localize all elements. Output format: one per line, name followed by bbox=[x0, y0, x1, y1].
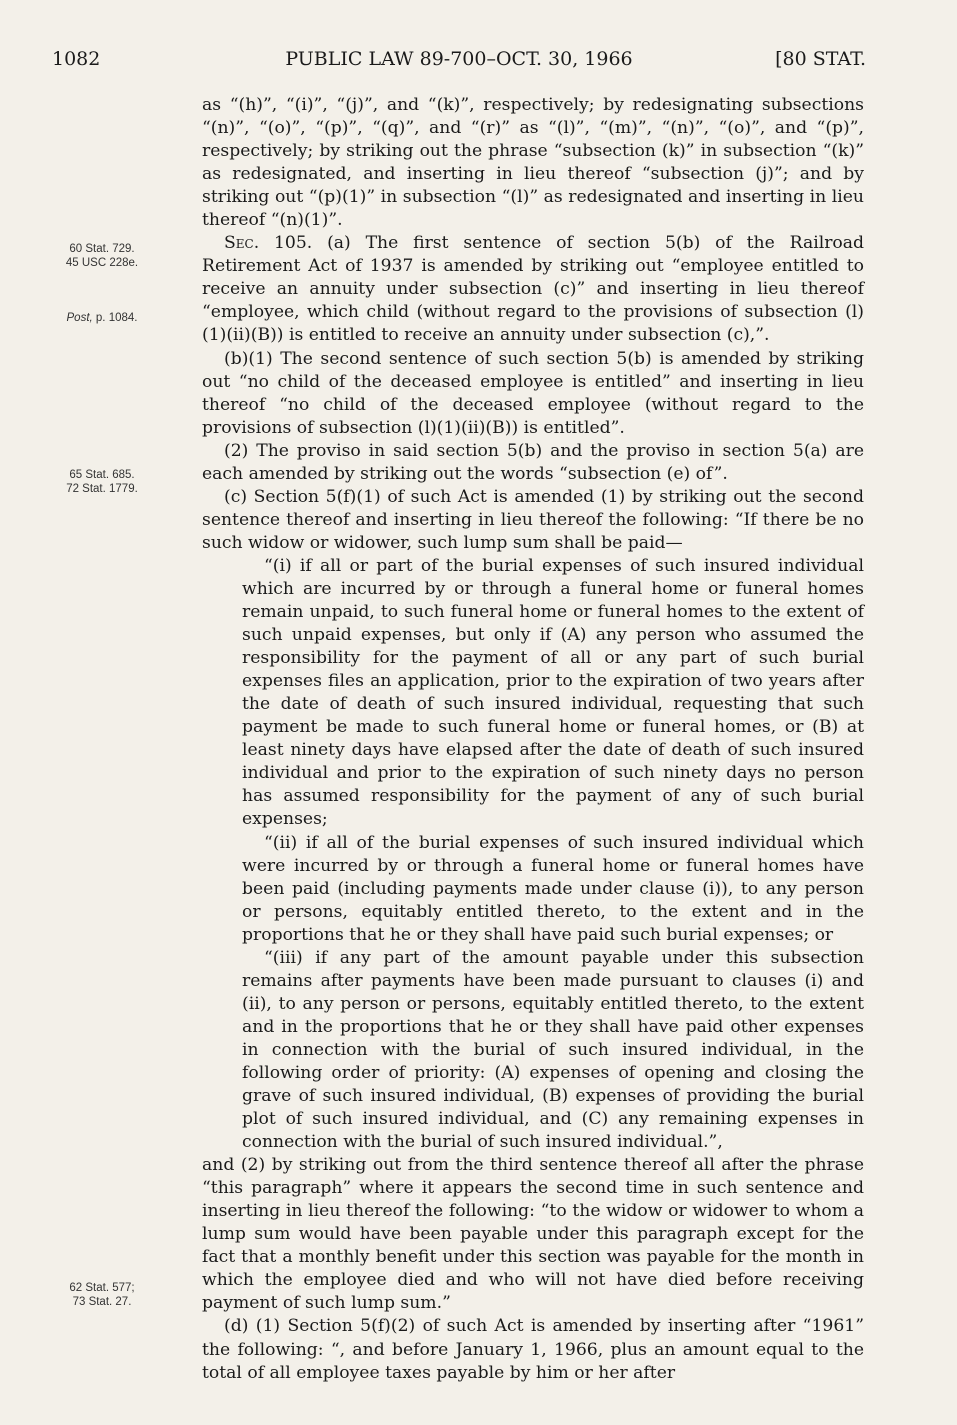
body-text bbox=[202, 94, 864, 1385]
margin-note-citation-3: 62 Stat. 577; 73 Stat. 27. bbox=[69, 1282, 135, 1308]
margin-note-citation-1: 60 Stat. 729. 45 USC 228e. bbox=[65, 243, 139, 269]
margin-note-post-reference: Post, p. 1084. bbox=[66, 312, 138, 324]
running-title: PUBLIC LAW 89-700–OCT. 30, 1966 bbox=[285, 48, 633, 70]
paragraph-continuation: as “(h)”, “(i)”, “(j)”, and “(k)”, respectively; by redesignating subsections “(n)”, “(o)”, “(p)”, “(q)”, and “(r)” as “(l)”, “(m)”, “(n)”, “(o)”, and “(p)”, respectively; by striking out the phrase “subsection (k)” in subsection “(k)” as redesignated, and inserting in lieu thereof “subsection (j)”; and by striking out “(p)(1)” in subsection “(l)” as redesignated and inserting in lieu thereof “(n)(1)”. bbox=[202, 95, 864, 231]
paragraph-d-1: (d) (1) Section 5(f)(2) of such Act is amended by inserting after “1961” the following: “, and before January 1, 1966, plus an amount equal to the total of all employee taxes payable by him or her after bbox=[202, 1316, 864, 1383]
clause-ii: “(ii) if all of the burial expenses of such insured individual which were incurred by or through a funeral home or funeral homes have been paid (including payments made under clause (i)), to any person or persons, equitably entitled thereto, to the extent and in the proportions that he or they shall have paid such burial expenses; or bbox=[242, 832, 864, 945]
page-header bbox=[52, 48, 866, 78]
paragraph-sec-105-a: Sec. 105. (a) The first sentence of section 5(b) of the Railroad Retirement Act of 1937 is amended by striking out “employee entitled to receive an annuity under subsection (c)” and inserting in lieu thereof “employee, which child (without regard to the provisions of subsection (l)(1)(ii)(B)) is entitled to receive an annuity under subsection (c),”. bbox=[202, 233, 865, 346]
clause-iii: “(iii) if any part of the amount payable under this subsection remains after payments have been made pursuant to clauses (i) and (ii), to any person or persons, equitably entitled thereto, to the extent and in the proportions that he or they shall have paid other expenses in connection with the burial of such insured individual, in the following order of priority: (A) expenses of opening and closing the grave of such insured individual, (B) expenses of providing the burial plot of such insured individual, and (C) any remaining expenses in connection with the burial of such insured individual.”, bbox=[242, 947, 864, 1153]
margin-note-citation-2: 65 Stat. 685. 72 Stat. 1779. bbox=[66, 469, 138, 495]
paragraph-c-2: and (2) by striking out from the third sentence thereof all after the phrase “this paragraph” where it appears the second time in such sentence and inserting in lieu thereof the following: “to the widow or widower to whom a lump sum would have been payable under this paragraph except for the fact that a monthly benefit under this section was payable for the month in which the employee died and who will not have died before receiving payment of such lump sum.” bbox=[202, 1155, 864, 1314]
paragraph-c: (c) Section 5(f)(1) of such Act is amended (1) by striking out the second sentence thereof and inserting in lieu thereof the following: “If there be no such widow or widower, such lump sum shall be paid— bbox=[202, 486, 864, 553]
section-label: Sec. 105. bbox=[224, 233, 313, 254]
paragraph-b-2: (2) The proviso in said section 5(b) and the proviso in section 5(a) are each amended by striking out the words “subsection (e) of”. bbox=[202, 440, 864, 484]
page-number: 1082 bbox=[52, 48, 101, 70]
volume-reference: [80 STAT. bbox=[775, 48, 866, 70]
clause-i: “(i) if all or part of the burial expenses of such insured individual which are incurred by or through a funeral home or funeral homes remain unpaid, to such funeral home or funeral homes to the extent of such unpaid expenses, but only if (A) any person who assumed the responsibility for the payment of all or any part of such burial expenses files an application, prior to the expiration of two years after the date of death of such insured individual, requesting that such payment be made to such funeral home or funeral homes, or (B) at least ninety days have elapsed after the date of death of such insured individual and prior to the expiration of such ninety days no person has assumed responsibility for the payment of any of such burial expenses; bbox=[242, 555, 864, 830]
paragraph-b-1: (b)(1) The second sentence of such section 5(b) is amended by striking out “no child of the deceased employee is entitled” and inserting in lieu thereof “no child of the deceased employee (without regard to the provisions of subsection (l)(1)(ii)(B)) is entitled”. bbox=[202, 348, 864, 438]
